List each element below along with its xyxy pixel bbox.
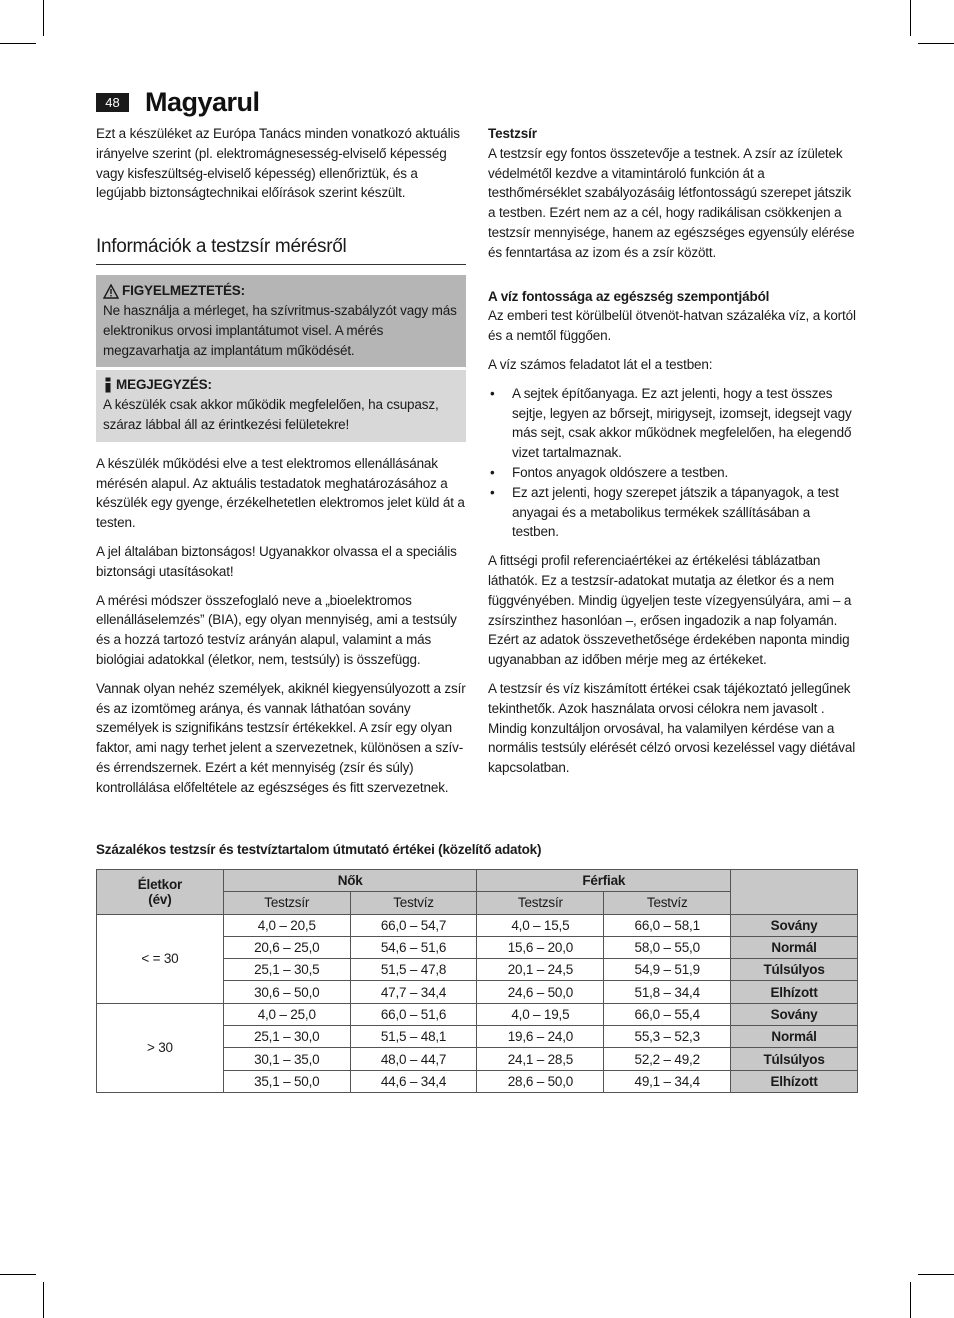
warning-heading	[103, 281, 459, 301]
table-cell: 51,5 – 48,1	[350, 1026, 477, 1048]
warning-text: Ne használja a mérleget, ha szívritmus-szabályzót vagy más elektronikus orvosi implantátumot visel. A mérés megzavarhatja az implantátum működését.	[103, 302, 457, 358]
body-paragraph: Vannak olyan nehéz személyek, akiknél kiegyensúlyozott a zsír és az izomtömeg aránya, és vannak láthatóan sovány személyek is szignifikáns testzsír értékekkel. A zsír egy olyan faktor, ami nagy terhet jelent a szervezetnek, különösen a szív- és érrendszernek. Ezért a két mennyiség (zsír és súly) kontrollálása előfeltétele az egészséges és fitt szervezetnek.	[96, 680, 466, 795]
subheading-water: A víz fontossága az egészség szempontjából	[488, 288, 770, 304]
women-header: Nők	[223, 870, 477, 892]
table-cell: 44,6 – 34,4	[350, 1070, 477, 1092]
crop-mark	[910, 1282, 911, 1318]
table-cell: 4,0 – 19,5	[477, 1003, 604, 1025]
table-cell: 24,1 – 28,5	[477, 1048, 604, 1070]
table-cell: 66,0 – 58,1	[604, 914, 731, 936]
crop-mark	[0, 1274, 36, 1275]
note-label: MEGJEGYZÉS:	[116, 377, 212, 393]
subheading-body-fat: Testzsír	[488, 126, 537, 141]
table-cell: 25,1 – 30,5	[223, 959, 350, 981]
reference-table	[96, 869, 858, 1093]
body-paragraph: A testzsír és víz kiszámított értékei csak tájékoztató jellegűnek tekinthetők. Azok használata orvosi célokra nem javasolt . Mindig konzultáljon orvosával, ha valamilyen kérdése van a normális testsúly elérését célzó orvosi kezeléssel vagy diétával kapcsolatban.	[488, 680, 856, 776]
list-item: • Ez azt jelenti, hogy szerepet játszik a tápanyagok, a test anyagai és a metabolikus termékek szállításában a testben.	[488, 483, 860, 542]
table-cell: 54,6 – 51,6	[350, 936, 477, 958]
category-cell: Sovány	[731, 914, 858, 936]
crop-mark	[918, 43, 954, 44]
category-cell: Túlsúlyos	[731, 959, 858, 981]
table-header-row	[97, 870, 858, 892]
intro-paragraph: Ezt a készüléket az Európa Tanács minden vonatkozó aktuális irányelve szerint (pl. elektromágnesesség-elviselő képesség vagy kisfeszültség-elviselő képesség) ellenőriztük, és a legújabb biztonságtechnikai előírások szerint készült.	[96, 126, 460, 201]
table-cell: 66,0 – 51,6	[350, 1003, 477, 1025]
section-title: Információk a testzsír mérésről	[96, 235, 466, 265]
warning-label: FIGYELMEZTETÉS:	[122, 283, 246, 299]
table-cell: 15,6 – 20,0	[477, 936, 604, 958]
note-box	[96, 370, 466, 441]
body-paragraph: A mérési módszer összefoglaló neve a „bioelektromos ellenálláselemzés” (BIA), egy olyan mennyiség, ami a testsúly és a hozzá tartozó testvíz arányán alapul, valamint a más biológiai adatokkal (életkor, nem, testsúly) is összefügg.	[96, 592, 457, 667]
table-cell: 51,5 – 47,8	[350, 959, 477, 981]
table-cell: 20,1 – 24,5	[477, 959, 604, 981]
list-item: • Fontos anyagok oldószere a testben.	[488, 463, 860, 483]
age-header	[97, 870, 224, 915]
table-caption: Százalékos testzsír és testvíztartalom útmutató értékei (közelítő adatok)	[96, 842, 542, 857]
table-cell: 58,0 – 55,0	[604, 936, 731, 958]
category-cell: Elhízott	[731, 1070, 858, 1092]
right-column	[488, 124, 860, 787]
age-group-cell: > 30	[97, 1003, 224, 1092]
category-cell: Normál	[731, 1026, 858, 1048]
age-group-cell: < = 30	[97, 914, 224, 1003]
women-water-header: Testvíz	[350, 892, 477, 914]
men-fat-header: Testzsír	[477, 892, 604, 914]
table-cell: 52,2 – 49,2	[604, 1048, 731, 1070]
table-cell: 4,0 – 20,5	[223, 914, 350, 936]
body-paragraph: A víz számos feladatot lát el a testben:	[488, 356, 713, 372]
crop-mark	[43, 0, 44, 36]
table-cell: 49,1 – 34,4	[604, 1070, 731, 1092]
category-header	[731, 870, 858, 915]
table-cell: 4,0 – 25,0	[223, 1003, 350, 1025]
body-paragraph: Az emberi test körülbelül ötvenöt-hatvan százaléka víz, a kortól és a nemtől függően.	[488, 308, 856, 344]
body-paragraph: A fittségi profil referenciaértékei az értékelési táblázatban láthatók. Ez a testzsír-adatokat mutatja az életkor és a nem függvényében. Mindig ügyeljen teste vízegyensúlyára, ami – a zsírszinthez hasonlóan –, erősen ingadozik a nap folyamán. Ezért az adatok összevethetősége érdekében naponta mindig ugyanabban az időben mérje meg az értékeket.	[488, 553, 852, 668]
men-water-header: Testvíz	[604, 892, 731, 914]
category-cell: Elhízott	[731, 981, 858, 1003]
crop-mark	[910, 0, 911, 36]
table-cell: 51,8 – 34,4	[604, 981, 731, 1003]
body-paragraph: A jel általában biztonságos! Ugyanakkor olvassa el a speciális biztonsági utasításokat!	[96, 543, 457, 579]
men-header: Férfiak	[477, 870, 731, 892]
table-cell: 24,6 – 50,0	[477, 981, 604, 1003]
category-cell: Sovány	[731, 1003, 858, 1025]
table-cell: 28,6 – 50,0	[477, 1070, 604, 1092]
list-item: • A sejtek építőanyaga. Ez azt jelenti, hogy a test összes sejtje, legyen az bőrsejt, mirigysejt, izomsejt, idegsejt vagy más sejt, csak akkor működnek megfelelően, ha elegendő vizet tartalmaznak.	[488, 384, 860, 463]
table-cell: 20,6 – 25,0	[223, 936, 350, 958]
table-cell: 47,7 – 34,4	[350, 981, 477, 1003]
note-heading	[103, 375, 459, 395]
crop-mark	[43, 1282, 44, 1318]
warning-triangle-icon	[103, 284, 119, 299]
women-fat-header: Testzsír	[223, 892, 350, 914]
category-cell: Normál	[731, 936, 858, 958]
age-header-label: Életkor	[137, 876, 183, 892]
category-cell: Túlsúlyos	[731, 1048, 858, 1070]
crop-mark	[0, 43, 36, 44]
table-cell: 35,1 – 50,0	[223, 1070, 350, 1092]
left-column	[96, 124, 466, 807]
warning-box	[96, 275, 466, 367]
table-cell: 66,0 – 54,7	[350, 914, 477, 936]
note-text: A készülék csak akkor működik megfelelően, ha csupasz, száraz lábbal áll az érintkezési felületekre!	[103, 397, 439, 432]
table-cell: 66,0 – 55,4	[604, 1003, 731, 1025]
table-row	[97, 1003, 858, 1025]
info-icon	[103, 377, 113, 393]
table-cell: 55,3 – 52,3	[604, 1026, 731, 1048]
table-cell: 48,0 – 44,7	[350, 1048, 477, 1070]
table-cell: 54,9 – 51,9	[604, 959, 731, 981]
page-number: 48	[96, 93, 129, 112]
table-cell: 30,1 – 35,0	[223, 1048, 350, 1070]
page-title: Magyarul	[145, 87, 260, 117]
table-cell: 25,1 – 30,0	[223, 1026, 350, 1048]
table-cell: 30,6 – 50,0	[223, 981, 350, 1003]
age-header-unit: (év)	[148, 891, 172, 907]
body-paragraph: A készülék működési elve a test elektromos ellenállásának mérésén alapul. Az aktuális testadatok meghatározásához a készülék egy gyenge, érzékelhetetlen elektromos jelet küld át a testen.	[96, 455, 465, 531]
table-row	[97, 914, 858, 936]
table-cell: 19,6 – 24,0	[477, 1026, 604, 1048]
bullet-list	[488, 384, 860, 542]
crop-mark	[918, 1274, 954, 1275]
table-cell: 4,0 – 15,5	[477, 914, 604, 936]
body-paragraph: A testzsír egy fontos összetevője a testnek. A zsír az ízületek védelmétől kezdve a vitamintároló funkción át a testhőmérséklet szabályozásáig létfontosságú szerepet játszik a testben. Ezért nem az a cél, hogy radikálisan csökkenjen a testzsír mennyisége, hanem az egészséges egyensúly elérése és fenntartása az izom és a zsír között.	[488, 145, 855, 260]
